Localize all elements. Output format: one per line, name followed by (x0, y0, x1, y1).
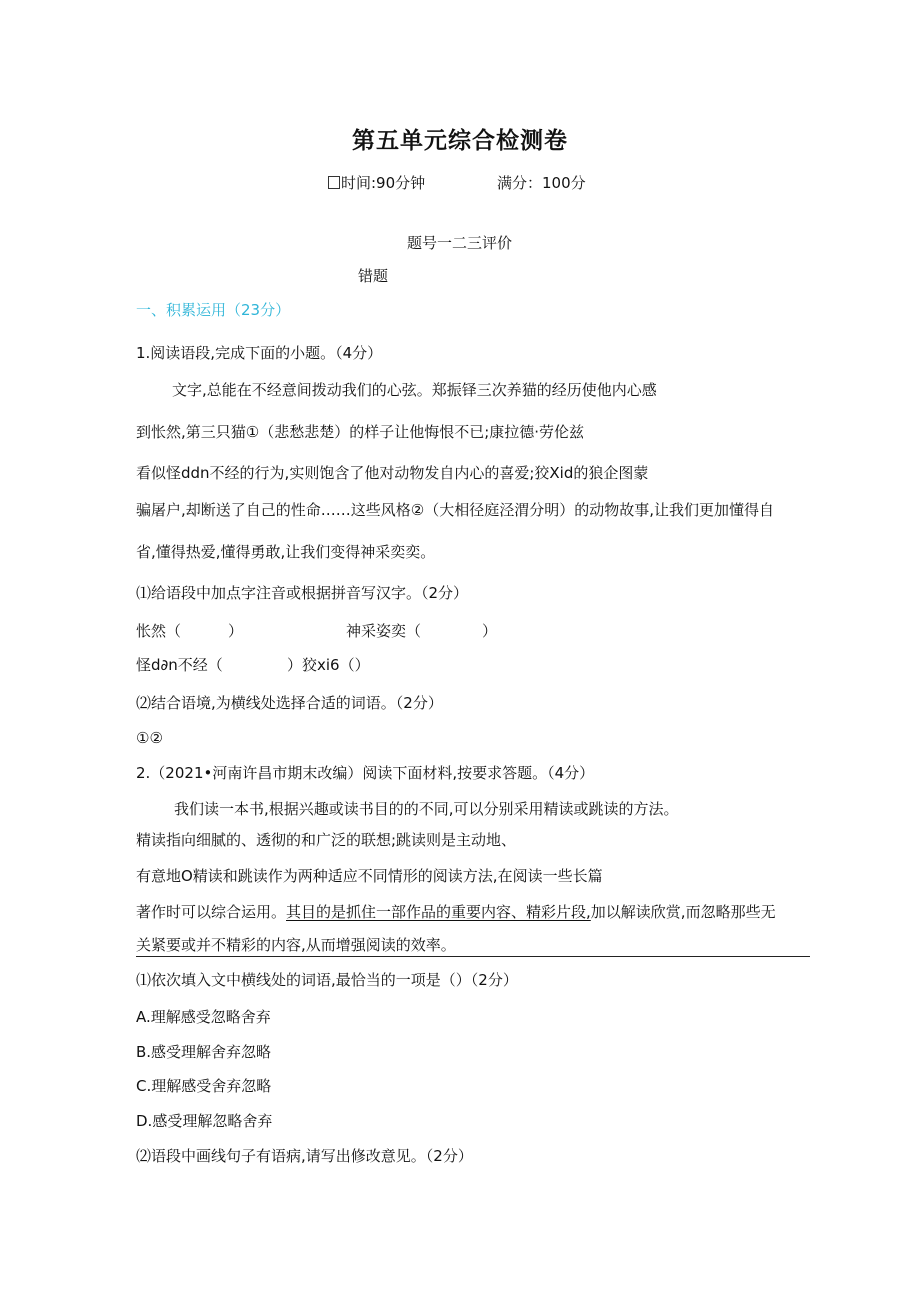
question-2-prompt: 2.（2021•河南许昌市期末改编）阅读下面材料,按要求答题。（4分） (136, 764, 595, 782)
underlined-sentence: 其目的是抓住一部作品的重要内容、精彩片段, (286, 903, 591, 921)
answer-blank: ） (482, 622, 498, 640)
question-1-prompt: 1.阅读语段,完成下面的小题。（4分） (136, 344, 383, 362)
answer-blank: ）狡xi6（） (287, 656, 370, 674)
q1-passage-line: 省,懂得热爱,懂得勇敢,让我们变得神采奕奕。 (136, 543, 436, 561)
q1-sub-question-1: ⑴给语段中加点字注音或根据拼音写汉字。（2分） (136, 584, 469, 602)
exam-full-score: 满分：100分 (497, 174, 586, 192)
q2-passage-line (136, 902, 776, 922)
option-d: D.感受理解忽略舍弃 (136, 1112, 273, 1130)
horizontal-rule (136, 956, 810, 957)
q1-passage-line: 到怅然,第三只猫①（悲愁悲楚）的样子让他悔恨不已;康拉德·劳伦兹 (136, 423, 585, 441)
section-heading: 一、积累运用（23分） (136, 301, 291, 319)
q2-sub-question-2: ⑵语段中画线句子有语病,请写出修改意见。（2分） (136, 1147, 473, 1165)
q2-line-start: 著作时可以综合运用。 (136, 903, 287, 921)
q2-passage-line: 精读指向细腻的、透彻的和广泛的联想;跳读则是主动地、 (136, 831, 517, 849)
page-title: 第五单元综合检测卷 (352, 128, 568, 154)
q1-passage-line: 文字,总能在不经意间拨动我们的心弦。郑振铎三次养猫的经历使他内心感 (172, 381, 657, 399)
exam-time-text: 时间:90分钟 (341, 174, 426, 192)
answer-blank: 怅然（ (136, 622, 182, 640)
option-c: C.理解感受舍弃忽略 (136, 1077, 272, 1095)
answer-marks: ①② (136, 729, 163, 747)
answer-blank: ） (228, 622, 244, 640)
option-b: B.感受理解舍弃忽略 (136, 1043, 272, 1061)
answer-blank: 怪d∂n不经（ (136, 656, 223, 674)
q1-sub-question-2: ⑵结合语境,为横线处选择合适的词语。（2分） (136, 694, 443, 712)
exam-time (328, 173, 425, 193)
score-table-header: 题号一二三评价 (407, 234, 513, 252)
q2-line-end: 加以解读欣赏,而忽略那些无 (590, 903, 776, 921)
q2-passage-line: 有意地O精读和跳读作为两种适应不同情形的阅读方法,在阅读一些长篇 (136, 867, 603, 885)
checkbox-icon (328, 176, 340, 189)
q1-passage-line: 骗屠户,却断送了自己的性命……这些风格②（大相径庭泾渭分明）的动物故事,让我们更加懂得自 (136, 501, 774, 519)
score-table-row-label: 错题 (358, 267, 389, 285)
q2-passage-line: 我们读一本书,根据兴趣或读书目的的不同,可以分别采用精读或跳读的方法。 (174, 800, 679, 818)
q2-passage-line: 关紧要或并不精彩的内容,从而增强阅读的效率。 (136, 936, 456, 954)
option-a: A.理解感受忽略舍弃 (136, 1008, 271, 1026)
q2-sub-question-1: ⑴依次填入文中横线处的词语,最恰当的一项是（）（2分） (136, 971, 518, 989)
answer-blank: 神采姿奕（ (346, 622, 422, 640)
q1-passage-line: 看似怪ddn不经的行为,实则饱含了他对动物发自内心的喜爱;狡Xid的狼企图蒙 (136, 464, 649, 482)
